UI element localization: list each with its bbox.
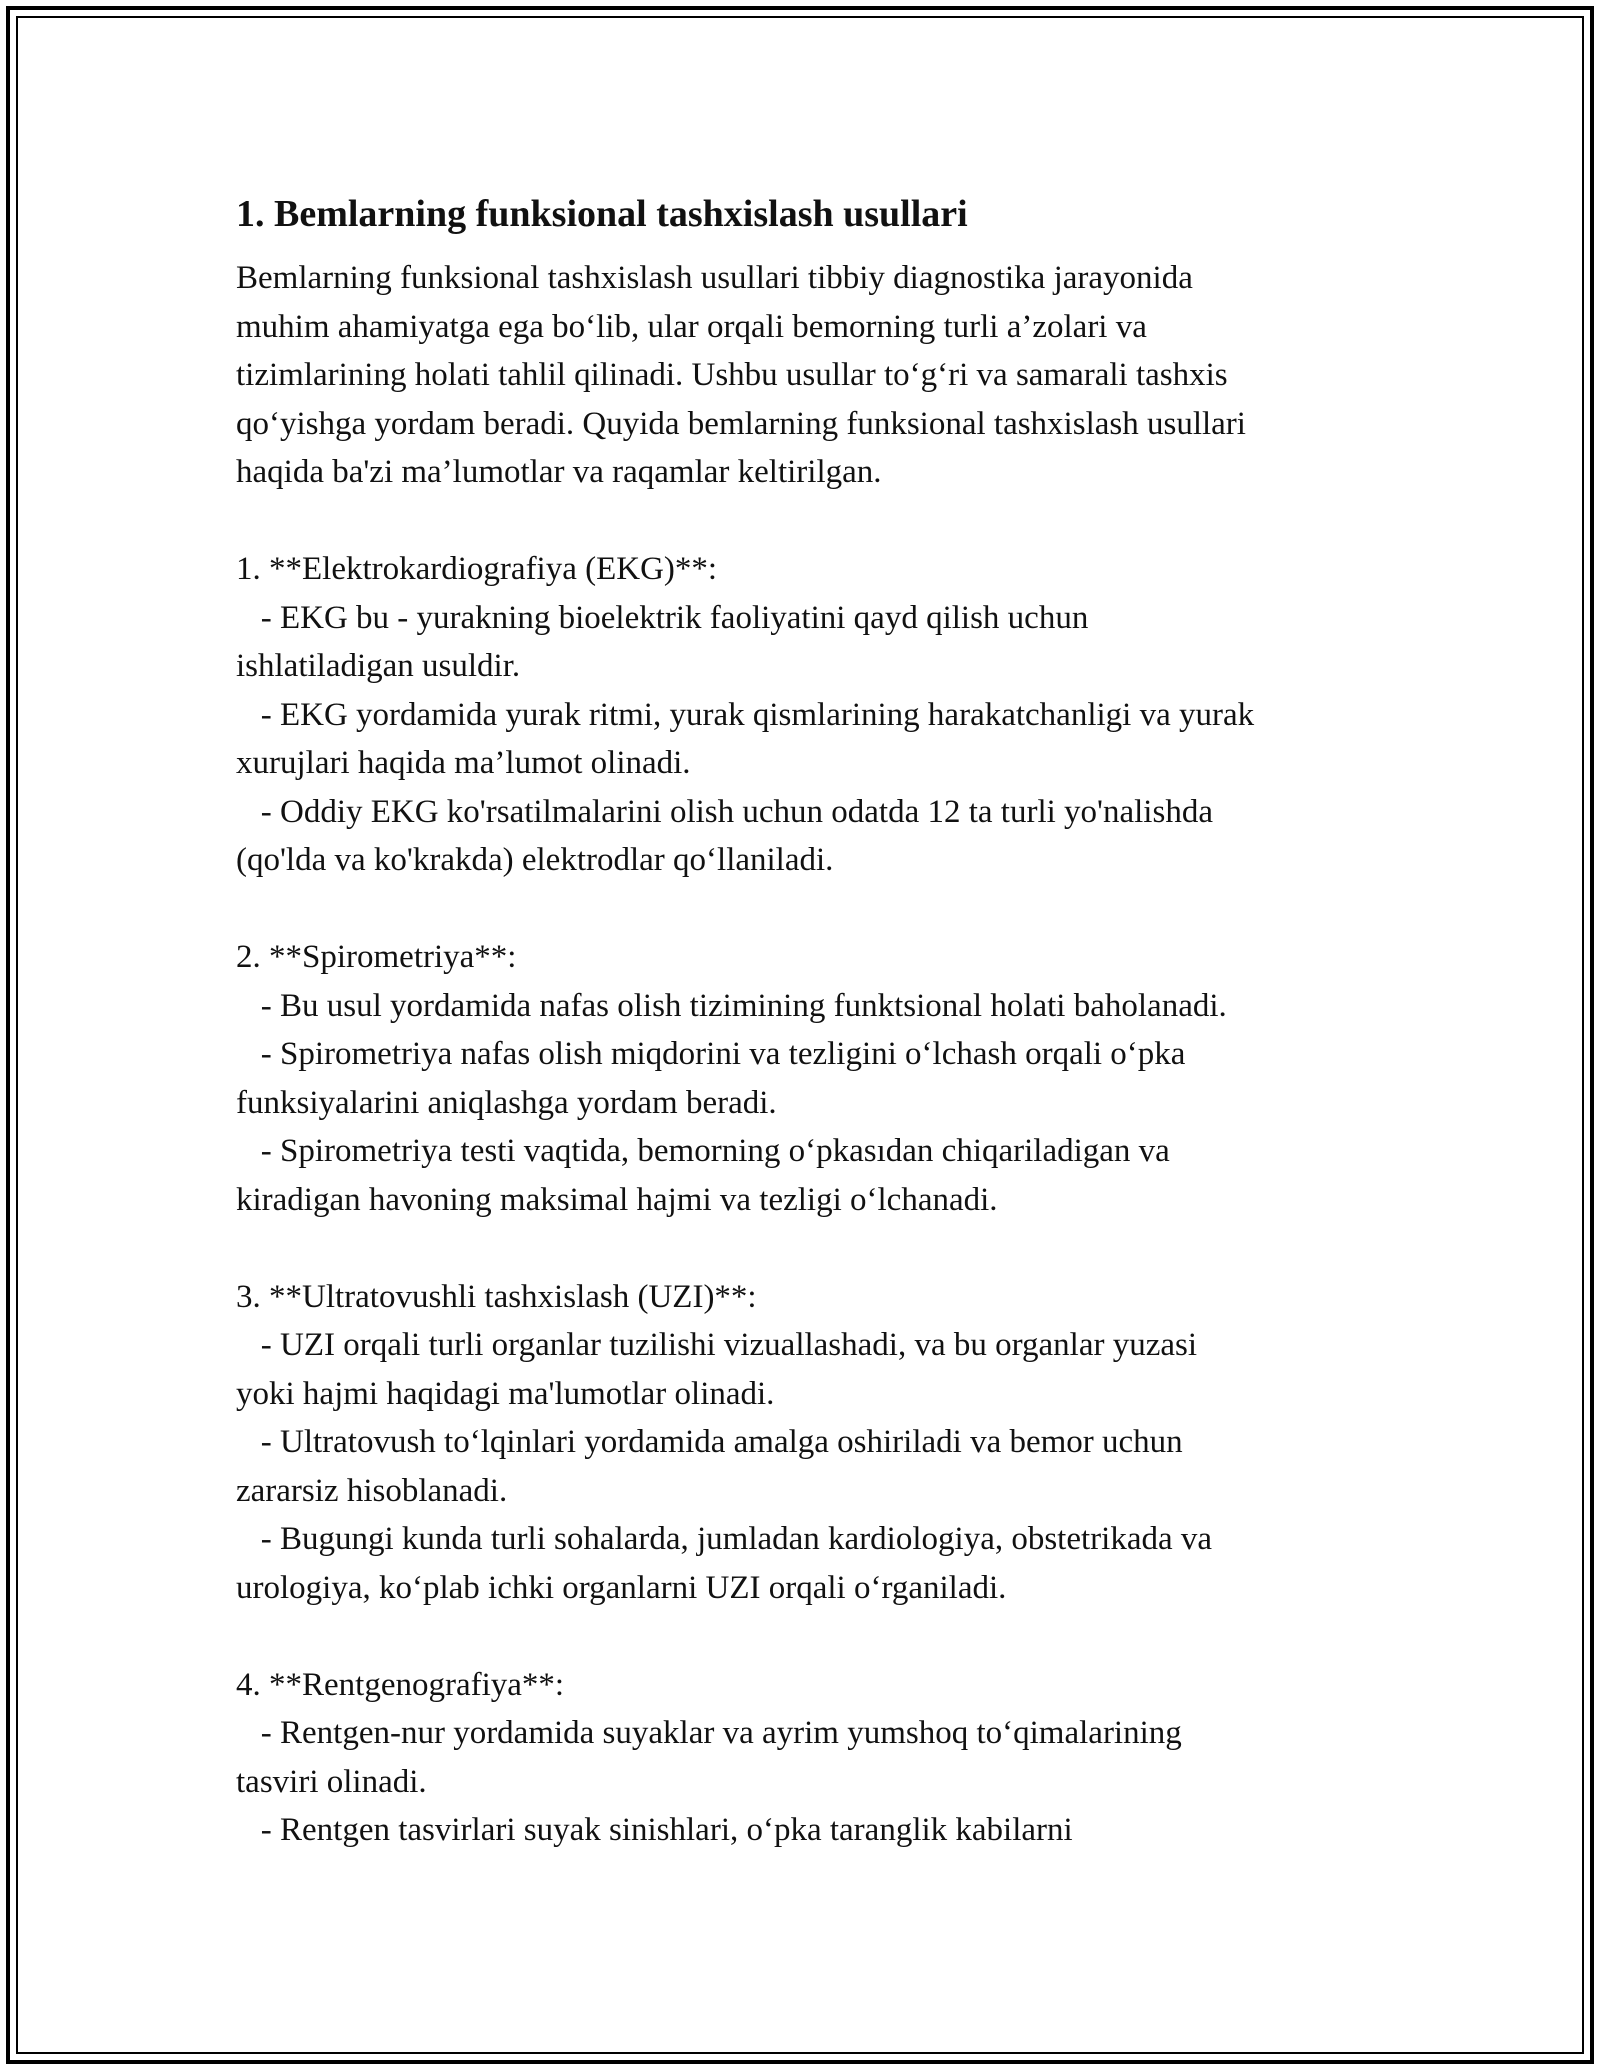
section-line: - EKG yordamida yurak ritmi, yurak qismlarining harakatchanligi va yurak bbox=[236, 696, 1255, 733]
section-line: - Ultratovush to‘lqinlari yordamida amalga oshiriladi va bemor uchun bbox=[236, 1424, 1183, 1460]
section-line: - Spirometriya testi vaqtida, bemorning o‘pkasıdan chiqariladigan va bbox=[236, 1133, 1170, 1169]
section-line: (qo'lda va ko'krakda) elektrodlar qo‘llaniladi. bbox=[236, 842, 834, 878]
intro-line: tizimlarining holati tahlil qilinadi. Ushbu usullar to‘g‘ri va samarali tashxis bbox=[236, 357, 1228, 393]
section-line: - Spirometriya nafas olish miqdorini va tezligini o‘lchash orqali o‘pka bbox=[236, 1036, 1186, 1072]
intro-line: Bemlarning funksional tashxislash usullari tibbiy diagnostika jarayonida bbox=[236, 260, 1193, 296]
paragraph-gap bbox=[236, 885, 1386, 934]
paragraph-gap bbox=[236, 1612, 1386, 1661]
paragraph-gap bbox=[236, 1224, 1386, 1273]
section-line: kiradigan havoning maksimal hajmi va tezligi o‘lchanadi. bbox=[236, 1181, 998, 1218]
intro-line: haqida ba'zi ma’lumotlar va raqamlar keltirilgan. bbox=[236, 454, 882, 490]
document-text bbox=[236, 254, 1386, 1855]
section-line: tasviri olinadi. bbox=[236, 1763, 427, 1800]
section-line: - Oddiy EKG ko'rsatilmalarini olish uchun odatda 12 ta turli yo'nalishda bbox=[236, 793, 1213, 830]
section-line: - Rentgen tasvirlari suyak sinishlari, o‘pka taranglik kabilarni bbox=[236, 1812, 1073, 1848]
section-line: ishlatiladigan usuldir. bbox=[236, 648, 521, 684]
section-line: xurujlari haqida ma’lumot olinadi. bbox=[236, 745, 691, 781]
section-line: - Rentgen-nur yordamida suyaklar va ayrim yumshoq to‘qimalarining bbox=[236, 1715, 1182, 1751]
intro-line: qo‘yishga yordam beradi. Quyida bemlarning funksional tashxislash usullari bbox=[236, 405, 1246, 442]
section-heading: 4. **Rentgenografiya**: bbox=[236, 1666, 565, 1703]
section-line: - EKG bu - yurakning bioelektrik faoliyatini qayd qilish uchun bbox=[236, 599, 1089, 636]
section-line: zararsiz hisoblanadi. bbox=[236, 1472, 508, 1509]
section-3 bbox=[236, 1273, 1386, 1613]
intro-paragraph bbox=[236, 254, 1386, 497]
section-heading: 2. **Spirometriya**: bbox=[236, 939, 517, 975]
document-body bbox=[236, 186, 1386, 1855]
section-1 bbox=[236, 545, 1386, 885]
section-line: - UZI orqali turli organlar tuzilishi vizuallashadi, va bu organlar yuzasi bbox=[236, 1327, 1198, 1363]
section-2 bbox=[236, 933, 1386, 1224]
section-heading: 3. **Ultratovushli tashxislash (UZI)**: bbox=[236, 1278, 757, 1315]
section-line: - Bugungi kunda turli sohalarda, jumladan kardiologiya, obstetrikada va bbox=[236, 1521, 1213, 1557]
paragraph-gap bbox=[236, 497, 1386, 546]
section-line: funksiyalarini aniqlashga yordam beradi. bbox=[236, 1084, 777, 1121]
intro-line: muhim ahamiyatga ega bo‘lib, ular orqali bemorning turli a’zolari va bbox=[236, 308, 1147, 345]
section-heading: 1. **Elektrokardiografiya (EKG)**: bbox=[236, 551, 718, 587]
section-line: - Bu usul yordamida nafas olish tizimining funktsional holati baholanadi. bbox=[236, 987, 1227, 1024]
section-line: urologiya, ko‘plab ichki organlarni UZI orqali o‘rganiladi. bbox=[236, 1569, 1007, 1606]
section-4 bbox=[236, 1661, 1386, 1855]
document-title: 1. Bemlarning funksional tashxislash usullari bbox=[236, 193, 968, 235]
section-line: yoki hajmi haqidagi ma'lumotlar olinadi. bbox=[236, 1375, 775, 1412]
